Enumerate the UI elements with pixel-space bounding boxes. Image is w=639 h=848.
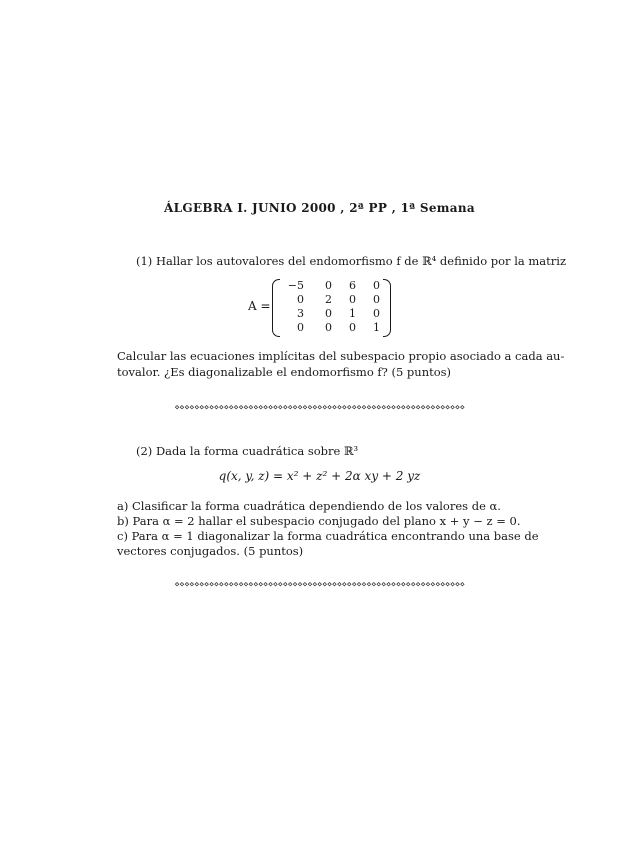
separator-1: ⋄⋄⋄⋄⋄⋄⋄⋄⋄⋄⋄⋄⋄⋄⋄⋄⋄⋄⋄⋄⋄⋄⋄⋄⋄⋄⋄⋄⋄⋄⋄⋄⋄⋄⋄⋄⋄⋄⋄⋄⋄⋄⋄⋄⋄⋄⋄⋄⋄⋄⋄⋄⋄⋄⋄⋄⋄⋄⋄ [174,403,465,413]
matrix-cell: 6 [349,279,356,292]
page-title: ÁLGEBRA I. JUNIO 2000 , 2ª PP , 1ª Semana [164,201,475,215]
matrix-cell: 3 [297,307,304,320]
problem-2-part-a: a) Clasificar la forma cuadrática dependiendo de los valores de α. [117,499,501,513]
problem-1-intro: (1) Hallar los autovalores del endomorfismo f de ℝ⁴ definido por la matriz [136,254,567,268]
matrix-cell: 0 [373,307,380,320]
problem-2-intro: (2) Dada la forma cuadrática sobre ℝ³ [136,444,359,458]
matrix-cell: 0 [325,279,332,292]
matrix-cell: 2 [325,293,332,306]
matrix-label: A = [248,299,271,313]
quadratic-form-formula: q(x, y, z) = x² + z² + 2α xy + 2 yz [218,469,421,483]
matrix-cell: 1 [373,321,380,334]
matrix-cell: 0 [349,293,356,306]
problem-2-part-c-line-1: c) Para α = 1 diagonalizar la forma cuadrática encontrando una base de [117,529,539,543]
problem-1-text-line-1: Calcular las ecuaciones implícitas del subespacio propio asociado a cada au- [117,349,565,363]
matrix-a [248,279,398,337]
matrix-cell: 0 [297,293,304,306]
right-bracket [383,279,391,337]
matrix-cell: 0 [297,321,304,334]
matrix-cell: 1 [349,307,356,320]
problem-2-part-c-line-2: vectores conjugados. (5 puntos) [117,544,304,558]
problem-2-part-b: b) Para α = 2 hallar el subespacio conjugado del plano x + y − z = 0. [117,514,521,528]
matrix-cell: 0 [349,321,356,334]
separator-2: ⋄⋄⋄⋄⋄⋄⋄⋄⋄⋄⋄⋄⋄⋄⋄⋄⋄⋄⋄⋄⋄⋄⋄⋄⋄⋄⋄⋄⋄⋄⋄⋄⋄⋄⋄⋄⋄⋄⋄⋄⋄⋄⋄⋄⋄⋄⋄⋄⋄⋄⋄⋄⋄⋄⋄⋄⋄⋄⋄ [174,580,465,590]
left-bracket [272,279,280,337]
problem-1-text-line-2: tovalor. ¿Es diagonalizable el endomorfismo f? (5 puntos) [117,365,452,379]
matrix-cell: 0 [373,293,380,306]
matrix-cell: −5 [287,279,304,292]
matrix-cell: 0 [325,307,332,320]
matrix-cell: 0 [325,321,332,334]
matrix-cell: 0 [373,279,380,292]
